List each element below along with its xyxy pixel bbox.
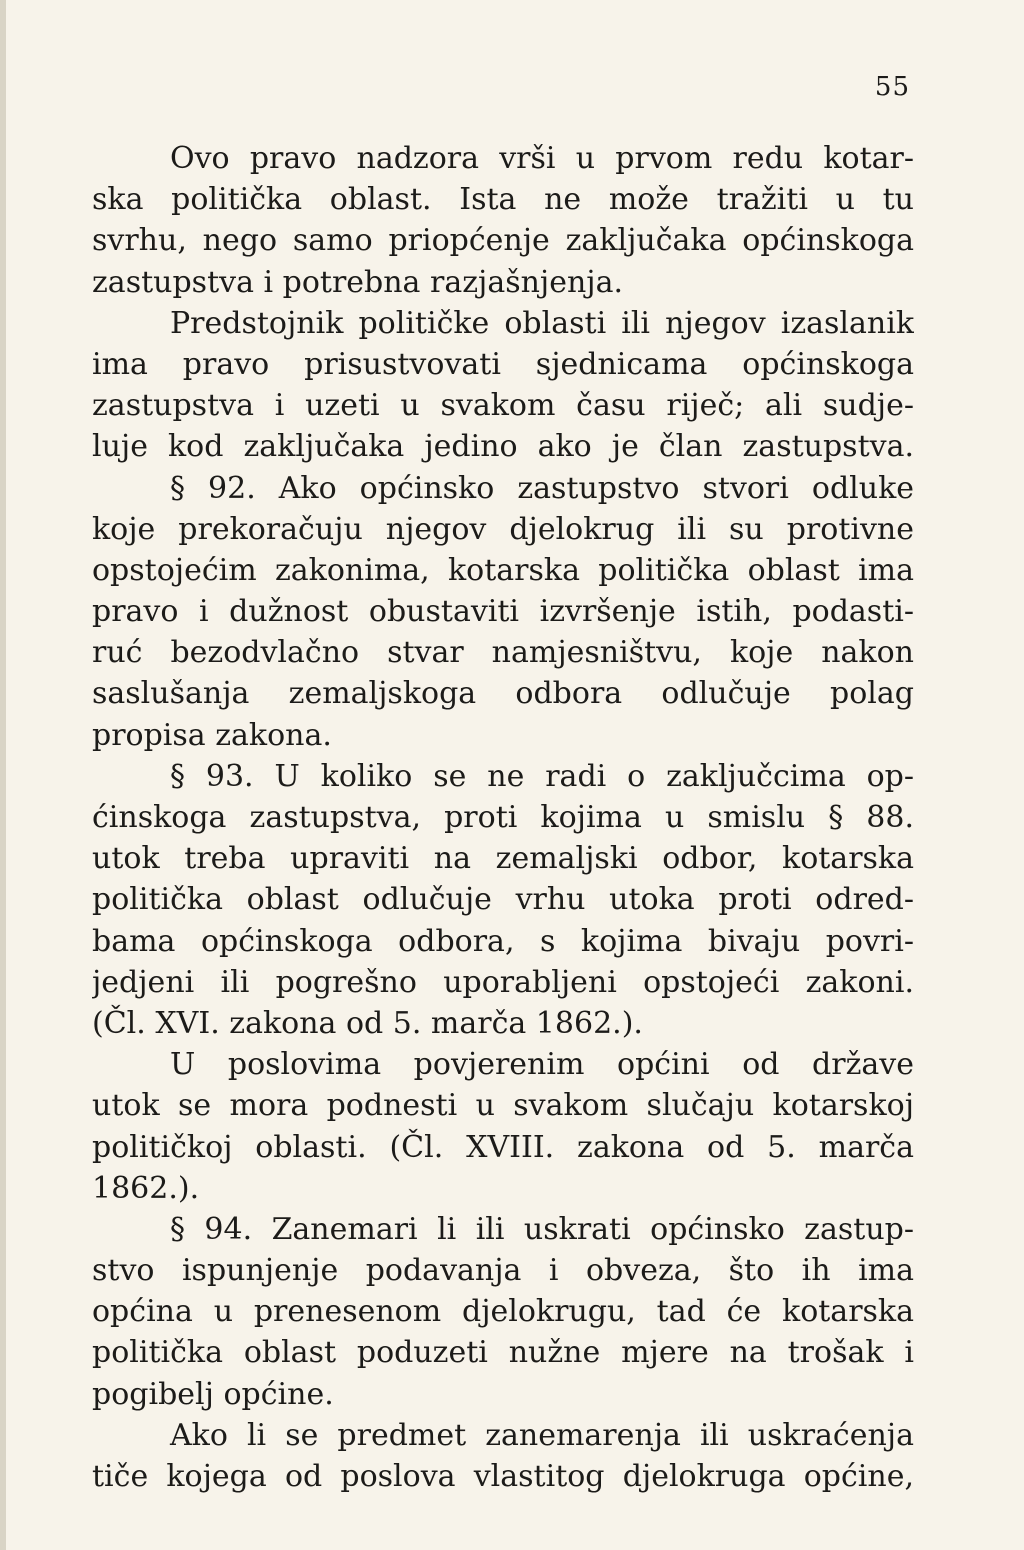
text-line: ska politička oblast. Ista ne može tražiti u tu bbox=[92, 182, 914, 218]
text-line: politička oblast odlučuje vrhu utoka proti odred- bbox=[92, 882, 914, 918]
text-line: politička oblast poduzeti nužne mjere na trošak i bbox=[92, 1335, 914, 1371]
text-line: zastupstva i potrebna razjašnjenja. bbox=[92, 264, 624, 300]
text-line: Ovo pravo nadzora vrši u prvom redu kotar- bbox=[170, 141, 914, 176]
text-line: ima pravo prisustvovati sjednicama općinskoga bbox=[92, 346, 914, 382]
text-line: § 92. Ako općinsko zastupstvo stvori odluke bbox=[170, 470, 914, 506]
body-text bbox=[92, 138, 914, 1497]
text-line: bama općinskoga odbora, s kojima bivaju povri- bbox=[92, 923, 914, 959]
text-line: jedjeni ili pogrešno uporabljeni opstojeći zakoni. bbox=[92, 964, 914, 1000]
text-line: propisa zakona. bbox=[92, 717, 332, 753]
text-line: zastupstva i uzeti u svakom času riječ; ali sudje- bbox=[92, 388, 914, 424]
text-line: svrhu, nego samo priopćenje zaključaka općinskoga bbox=[92, 223, 914, 259]
text-line: saslušanja zemaljskoga odbora odlučuje polag bbox=[92, 676, 914, 712]
text-line: opstojećim zakonima, kotarska politička oblast ima bbox=[92, 552, 914, 588]
text-line: koje prekoračuju njegov djelokrug ili su protivne bbox=[92, 511, 914, 547]
text-line: utok se mora podnesti u svakom slučaju kotarskoj bbox=[92, 1088, 914, 1124]
text-line: 1862.). bbox=[92, 1170, 200, 1206]
text-line: Ako li se predmet zanemarenja ili uskraćenja bbox=[170, 1417, 914, 1453]
text-line: ćinskoga zastupstva, proti kojima u smislu § 88. bbox=[92, 800, 914, 835]
text-line: političkoj oblasti. (Čl. XVIII. zakona od 5. marča bbox=[92, 1129, 914, 1165]
text-line: U poslovima povjerenim općini od države bbox=[170, 1047, 914, 1083]
text-line: § 93. U koliko se ne radi o zaključcima op- bbox=[170, 758, 914, 794]
text-line: luje kod zaključaka jedino ako je član zastupstva. bbox=[92, 429, 914, 465]
page-number: 55 bbox=[874, 72, 910, 102]
text-line: § 94. Zanemari li ili uskrati općinsko zastup- bbox=[170, 1211, 914, 1247]
page-binding-edge bbox=[0, 0, 6, 1550]
text-line: utok treba upraviti na zemaljski odbor, kotarska bbox=[92, 841, 914, 877]
text-line: pogibelj općine. bbox=[92, 1376, 334, 1412]
text-line: ruć bezodvlačno stvar namjesništvu, koje nakon bbox=[92, 635, 914, 671]
text-line: pravo i dužnost obustaviti izvršenje istih, podasti- bbox=[92, 594, 914, 630]
text-line: općina u prenesenom djelokrugu, tad će kotarska bbox=[92, 1294, 914, 1330]
text-line: tiče kojega od poslova vlastitog djelokruga općine, bbox=[92, 1459, 914, 1494]
text-line: (Čl. XVI. zakona od 5. marča 1862.). bbox=[92, 1005, 643, 1041]
text-line: stvo ispunjenje podavanja i obveza, što ih ima bbox=[92, 1253, 914, 1289]
text-line: Predstojnik političke oblasti ili njegov izaslanik bbox=[170, 305, 914, 341]
